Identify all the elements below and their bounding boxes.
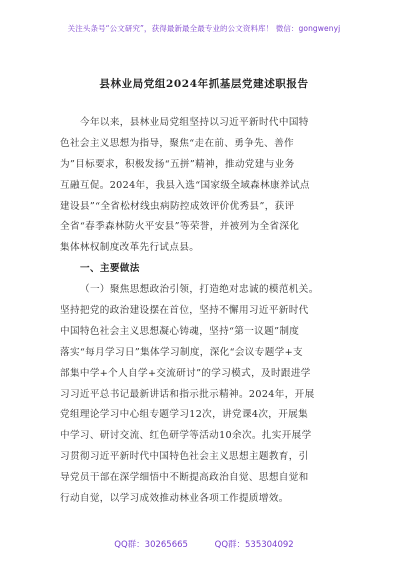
body-line: 习习近平总书记最新讲话和指示批示精神。2024年，开展 [60,388,315,400]
document-title: 县林业局党组2024年抓基层党建述职报告 [99,78,309,90]
qq-group-2: QQ群：535304092 [214,540,294,550]
body-line: 为”目标要求，积极发扬“五拼”精神，推动党建与业务 [60,158,295,170]
body-line: 互融互促。2024年，我县入选“国家级全域森林康养试点 [60,179,310,191]
promo-banner: 关注头条号“公文研究”，获得最新最全最专业的公文资料库！ 微信：gongwenyj [67,24,341,33]
body-line: 行动自觉，以学习成效推动林业各项工作提质增效。 [60,493,289,505]
body-line: 落实“每月学习日”集体学习制度，深化“会议专题学+支 [60,346,303,358]
qq-group-1: QQ群：30265665 [114,540,188,550]
body-line: 中国特色社会主义思想凝心铸魂，坚持“第一议题”制度 [60,325,300,337]
body-line: 党组理论学习中心组专题学习12次，讲党课4次，开展集 [60,409,309,421]
body-line: 色社会主义思想为指导，聚焦“走在前、勇争先、善作 [60,137,294,149]
body-line: 中学习、研讨交流、红色研学等活动10余次。扎实开展学 [60,430,312,442]
body-line: 全省“春季森林防火平安县”等荣誉，并被列为全省深化 [60,221,300,233]
qq-footer [0,538,408,550]
body-line: 集体林权制度改革先行试点县。 [60,242,200,254]
body-line: 导党员干部在深学细悟中不断提高政治自觉、思想自觉和 [60,472,309,484]
body-line: 今年以来，县林业局党组坚持以习近平新时代中国特 [80,117,309,128]
section-heading: 一、主要做法 [80,263,140,275]
body-line: 坚持把党的政治建设摆在首位，坚持不懈用习近平新时代 [60,305,309,317]
body-line: 部集中学+个人自学+交流研讨”的学习模式，及时跟进学 [60,367,311,379]
subsection-heading: （一）聚焦思想政治引领，打造绝对忠诚的模范机关。 [80,284,319,296]
body-line: 习贯彻习近平新时代中国特色社会主义思想主题教育，引 [60,451,309,463]
document-body [60,113,352,510]
body-line: 建设县”“全省松材线虫病防控成效评价优秀县”，获评 [60,200,295,212]
